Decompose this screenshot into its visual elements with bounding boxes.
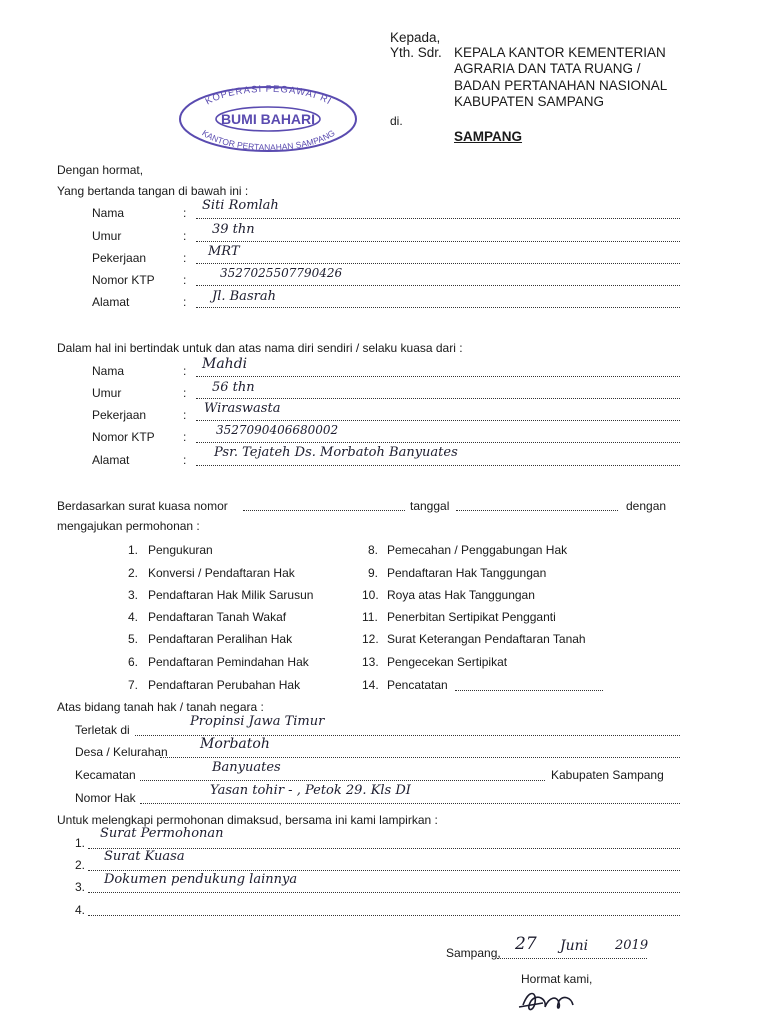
fill-line [196, 307, 680, 308]
request-item-label: Pendaftaran Tanah Wakaf [148, 610, 287, 624]
request-item-label: Pencatatan [387, 678, 448, 692]
request-item-label: Pemecahan / Penggabungan Hak [387, 543, 568, 557]
applicant-label: Nomor KTP [92, 273, 155, 287]
colon: : [183, 206, 187, 220]
request-item-num: 8. [368, 543, 379, 557]
closing-month: Juni [560, 938, 589, 954]
land-label: Terletak di [75, 723, 130, 737]
kabupaten-label: Kabupaten Sampang [551, 768, 664, 782]
fill-line [196, 285, 680, 286]
fill-line [160, 757, 680, 758]
land-right-number-value: Yasan tohir - , Petok 29. Kls DI [210, 783, 411, 798]
attachment-num: 1. [75, 836, 86, 850]
request-item-num: 2. [128, 566, 139, 580]
attachment-num: 4. [75, 903, 86, 917]
date-line [497, 958, 647, 959]
colon: : [183, 386, 187, 400]
request-item-label: Surat Keterangan Pendaftaran Tanah [387, 632, 586, 646]
land-label: Nomor Hak [75, 791, 136, 805]
recipient-line: KEPALA KANTOR KEMENTERIAN [454, 45, 666, 60]
undersigned-intro: Yang bertanda tangan di bawah ini : [57, 184, 249, 198]
request-item-num: 4. [128, 610, 139, 624]
request-item-num: 9. [368, 566, 379, 580]
closing-regards: Hormat kami, [521, 972, 593, 986]
fill-line [196, 241, 680, 242]
colon: : [183, 229, 187, 243]
request-item-label: Pendaftaran Hak Tanggungan [387, 566, 547, 580]
principal-occupation-value: Wiraswasta [204, 401, 281, 416]
fill-line [196, 465, 680, 466]
fill-line [196, 376, 680, 377]
request-item-label: Pendaftaran Perubahan Hak [148, 678, 301, 692]
colon: : [183, 295, 187, 309]
greeting: Dengan hormat, [57, 163, 144, 177]
principal-name-value: Mahdi [202, 356, 248, 372]
poa-number-line [243, 510, 405, 511]
fill-line [88, 892, 680, 893]
request-item-num: 13. [362, 655, 379, 669]
applicant-ktp-value: 3527025507790426 [220, 266, 343, 280]
principal-ktp-value: 3527090406680002 [216, 423, 339, 437]
request-item-label: Penerbitan Sertipikat Pengganti [387, 610, 556, 624]
colon: : [183, 251, 187, 265]
poa-prefix: Berdasarkan surat kuasa nomor [57, 499, 228, 513]
principal-address-value: Psr. Tejateh Ds. Morbatoh Banyuates [214, 445, 458, 460]
pencatatan-line [455, 690, 603, 691]
attachment-value: Dokumen pendukung lainnya [104, 872, 298, 887]
signature-graphic [515, 985, 585, 1020]
stamp-bottom-text: KANTOR PERTANAHAN SAMPANG [200, 127, 337, 153]
colon: : [183, 430, 187, 444]
poa-date-line [456, 510, 618, 511]
land-intro: Atas bidang tanah hak / tanah negara : [57, 700, 264, 714]
applicant-label: Alamat [92, 295, 130, 309]
request-item-num: 6. [128, 655, 139, 669]
recipient-line: AGRARIA DAN TATA RUANG / [454, 61, 641, 76]
land-label: Kecamatan [75, 768, 136, 782]
fill-line [196, 218, 680, 219]
attachment-value: Surat Kuasa [104, 849, 185, 864]
applicant-address-value: Jl. Basrah [212, 289, 276, 304]
poa-dengan: dengan [626, 499, 667, 513]
fill-line [88, 870, 680, 871]
fill-line [140, 803, 680, 804]
principal-label: Nomor KTP [92, 430, 155, 444]
kepada-label: Kepada, [390, 30, 441, 45]
fill-line [196, 398, 680, 399]
land-district-value: Banyuates [212, 760, 281, 775]
request-item-label: Pengukuran [148, 543, 213, 557]
yth-label: Yth. Sdr. [390, 45, 442, 60]
cooperative-stamp [176, 82, 361, 157]
principal-label: Pekerjaan [92, 408, 147, 422]
principal-label: Umur [92, 386, 122, 400]
request-item-label: Konversi / Pendaftaran Hak [148, 566, 295, 580]
applicant-occupation-value: MRT [208, 244, 240, 259]
closing-day: 27 [515, 934, 537, 954]
poa-tanggal: tanggal [410, 499, 450, 513]
principal-label: Alamat [92, 453, 130, 467]
recipient-line: KABUPATEN SAMPANG [454, 94, 605, 109]
request-item-num: 14. [362, 678, 379, 692]
colon: : [183, 453, 187, 467]
stamp-top-text: KOPERASI PEGAWAI RI [203, 83, 334, 108]
colon: : [183, 273, 187, 287]
applicant-name-value: Siti Romlah [202, 198, 279, 213]
request-item-num: 10. [362, 588, 379, 602]
request-item-num: 7. [128, 678, 139, 692]
land-village-value: Morbatoh [200, 736, 270, 752]
recipient-line: BADAN PERTANAHAN NASIONAL [454, 78, 668, 93]
fill-line [196, 442, 680, 443]
request-item-num: 5. [128, 632, 139, 646]
request-item-label: Pendaftaran Hak Milik Sarusun [148, 588, 314, 602]
attachment-num: 3. [75, 880, 86, 894]
land-location-value: Propinsi Jawa Timur [190, 714, 325, 729]
attachment-num: 2. [75, 858, 86, 872]
land-label: Desa / Kelurahan [75, 745, 168, 759]
request-item-num: 12. [362, 632, 379, 646]
attachments-intro: Untuk melengkapi permohonan dimaksud, bersama ini kami lampirkan : [57, 813, 438, 827]
applicant-label: Umur [92, 229, 122, 243]
closing-year: 2019 [615, 938, 649, 953]
closing-place: Sampang, [446, 946, 501, 960]
request-item-num: 3. [128, 588, 139, 602]
principal-label: Nama [92, 364, 125, 378]
stamp-graphic [176, 82, 361, 154]
attachment-value: Surat Permohonan [100, 826, 224, 841]
request-item-num: 11. [362, 610, 378, 624]
request-item-num: 1. [128, 543, 139, 557]
request-item-label: Pengecekan Sertipikat [387, 655, 508, 669]
applicant-age-value: 39 thn [212, 222, 255, 237]
fill-line [140, 780, 545, 781]
request-item-label: Roya atas Hak Tanggungan [387, 588, 535, 602]
applicant-label: Nama [92, 206, 125, 220]
stamp-center-text: BUMI BAHARI [220, 111, 316, 127]
recipient-city: SAMPANG [454, 129, 523, 144]
poa-mengajukan: mengajukan permohonan : [57, 519, 200, 533]
request-item-label: Pendaftaran Pemindahan Hak [148, 655, 309, 669]
principal-age-value: 56 thn [212, 380, 255, 395]
fill-line [196, 263, 680, 264]
di-label: di. [390, 114, 403, 128]
applicant-label: Pekerjaan [92, 251, 147, 265]
svg-text:KOPERASI PEGAWAI RI [204, 84, 334, 108]
fill-line [196, 420, 680, 421]
fill-line [88, 915, 680, 916]
colon: : [183, 408, 187, 422]
handwritten-signature [515, 985, 585, 1023]
colon: : [183, 364, 187, 378]
principal-intro: Dalam hal ini bertindak untuk dan atas nama diri sendiri / selaku kuasa dari : [57, 341, 463, 355]
request-item-label: Pendaftaran Peralihan Hak [148, 632, 293, 646]
